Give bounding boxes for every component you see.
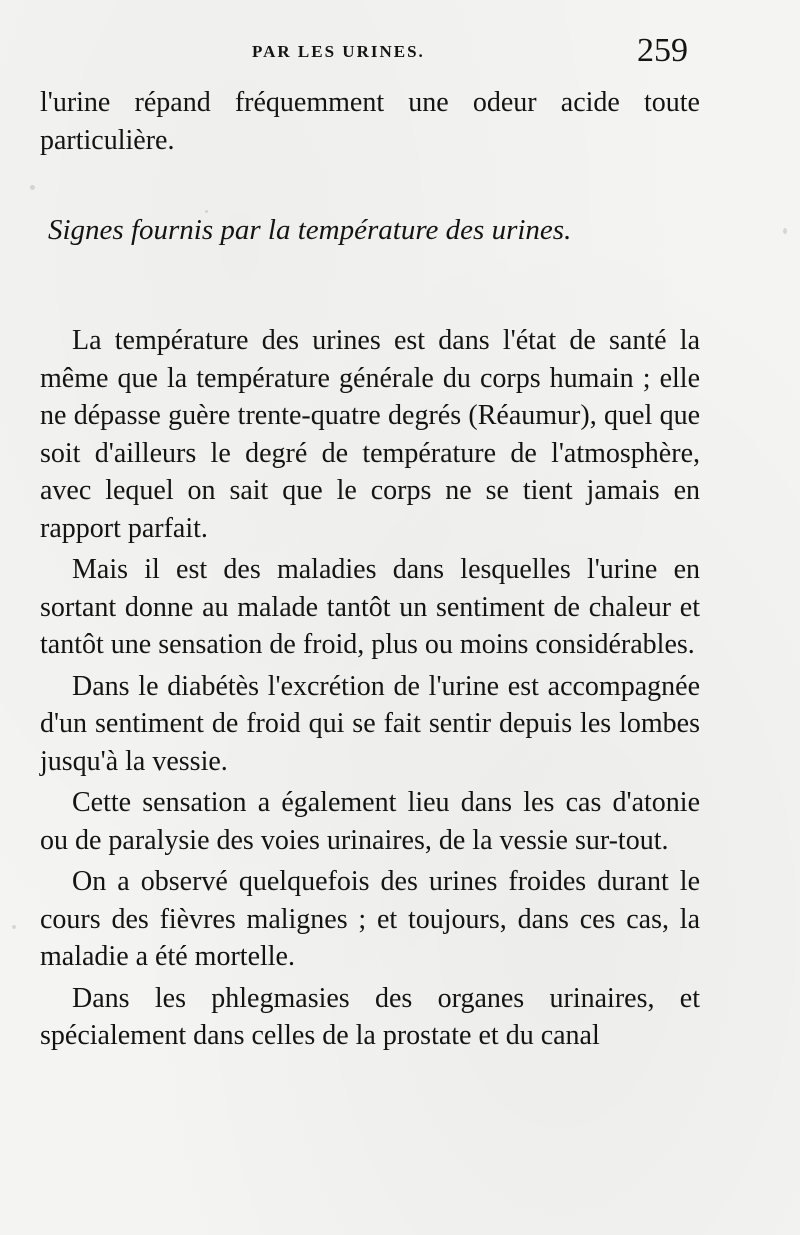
paragraph: Dans les phlegmasies des organes urinaires, et spécialement dans celles de la prostate et du canal	[40, 982, 700, 1051]
page-number: 259	[637, 32, 688, 69]
print-speck	[205, 210, 208, 213]
print-speck	[12, 925, 16, 929]
print-speck	[30, 185, 35, 190]
section-heading: Signes fournis par la température des urines.	[48, 214, 572, 246]
print-speck	[783, 228, 787, 234]
paragraph: On a observé quelquefois des urines froides durant le cours des fièvres malignes ; et toujours, dans ces cas, la maladie a été mortelle.	[40, 866, 700, 972]
paragraph: Dans le diabétès l'excrétion de l'urine est accompagnée d'un sentiment de froid qui se fait sentir depuis les lombes jusqu'à la vessie.	[40, 670, 700, 777]
paragraph: Mais il est des maladies dans lesquelles l'urine en sortant donne au malade tantôt un sentiment de chaleur et tantôt une sensation de froid, plus ou moins considérables.	[40, 554, 700, 660]
page-header	[0, 32, 800, 78]
paragraph: La température des urines est dans l'état de santé la même que la température générale du corps humain ; elle ne dépasse guère trente-quatre degrés (Réaumur), quel que soit d'ailleurs le degré de température de l'atmosphère, avec lequel on sait que le corps ne se tient jamais en rapport parfait.	[40, 325, 700, 544]
carryover-paragraph: l'urine répand fréquemment une odeur acide toute particulière.	[40, 87, 700, 156]
paragraph: Cette sensation a également lieu dans les cas d'atonie ou de paralysie des voies urinaires, de la vessie sur-tout.	[40, 787, 700, 856]
running-head: PAR LES URINES.	[252, 42, 425, 61]
main-text	[40, 322, 700, 1059]
carryover-text	[40, 84, 700, 159]
